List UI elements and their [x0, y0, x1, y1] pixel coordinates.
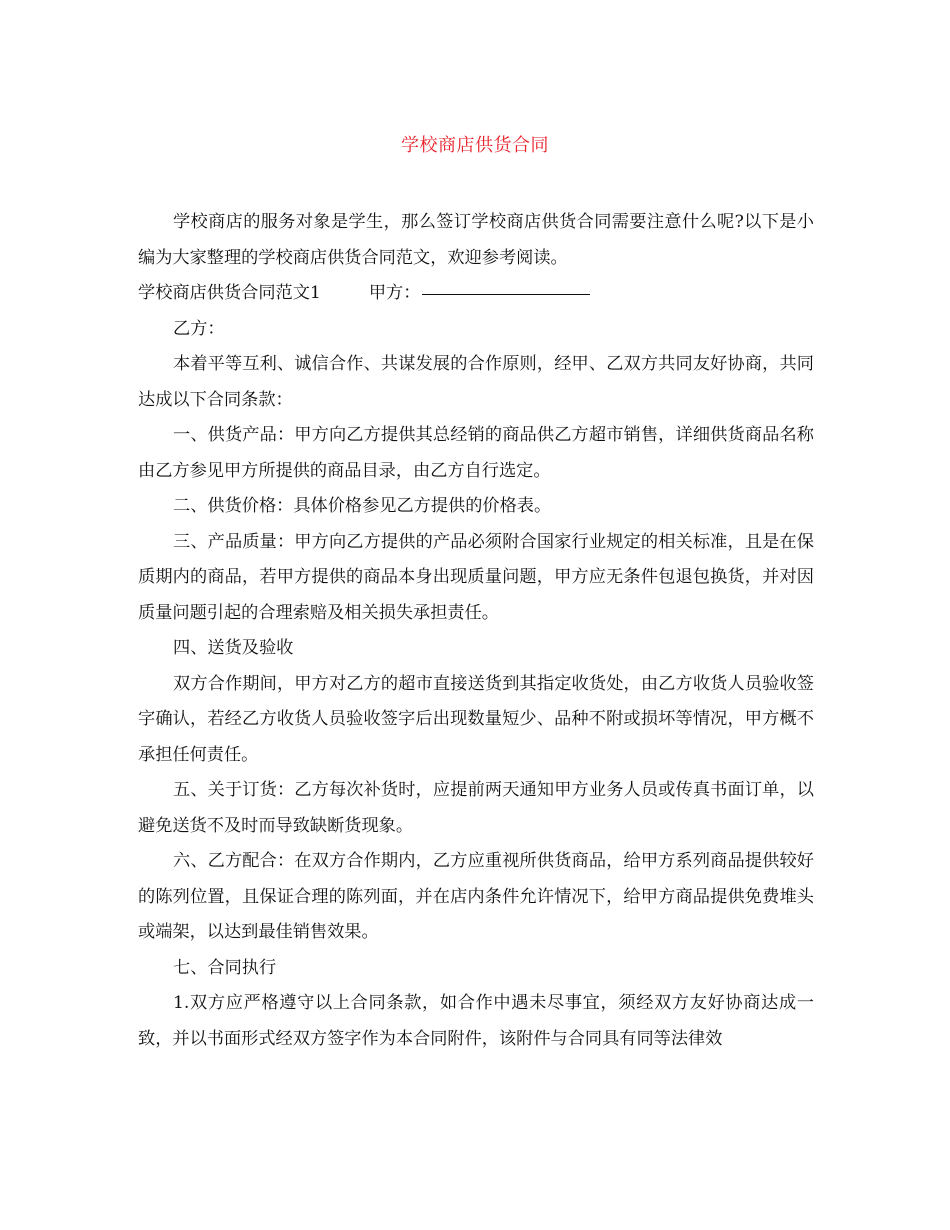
- clause-3: 三、产品质量：甲方向乙方提供的产品必须附合国家行业规定的相关标准，且是在保质期内的商品，若甲方提供的商品本身出现质量问题，甲方应无条件包退包换货，并对因质量问题引起的合理索赔及相关损失承担责任。: [138, 531, 814, 623]
- intro-paragraph: 学校商店的服务对象是学生，那么签订学校商店供货合同需要注意什么呢?以下是小编为大家整理的学校商店供货合同范文，欢迎参考阅读。: [138, 212, 814, 268]
- clause-7-item-1: 1.双方应严格遵守以上合同条款，如合作中遇未尽事宜，须经双方友好协商达成一致，并以书面形式经双方签字作为本合同附件，该附件与合同具有同等法律效: [138, 993, 814, 1049]
- document-title: 学校商店供货合同: [401, 135, 549, 156]
- clause-6: 六、乙方配合：在双方合作期内，乙方应重视所供货商品，给甲方系列商品提供较好的陈列位置，且保证合理的陈列面，并在店内条件允许情况下，给甲方商品提供免费堆头或端架，以达到最佳销售效果。: [138, 851, 814, 942]
- clause-7-heading: 七、合同执行: [173, 957, 277, 978]
- clause-4-body: 双方合作期间，甲方对乙方的超市直接送货到其指定收货处，由乙方收货人员验收签字确认，若经乙方收货人员验收签字后出现数量短少、品种不附或损坏等情况，甲方概不承担任何责任。: [138, 673, 814, 765]
- preamble-paragraph: 本着平等互利、诚信合作、共谋发展的合作原则，经甲、乙双方共同友好协商，共同达成以下合同条款：: [138, 354, 814, 410]
- document-body: [138, 205, 814, 1057]
- sample-heading: 学校商店供货合同范文1: [138, 283, 321, 303]
- clause-4-heading: 四、送货及验收: [173, 638, 294, 658]
- sample-heading-row: [138, 276, 814, 312]
- party-a-label: 甲方：: [368, 283, 421, 303]
- clause-5: 五、关于订货：乙方每次补货时，应提前两天通知甲方业务人员或传真书面订单，以避免送货不及时而导致缺断货现象。: [138, 780, 814, 836]
- party-b-label: 乙方：: [173, 318, 225, 339]
- clause-2: 二、供货价格：具体价格参见乙方提供的价格表。: [173, 496, 552, 516]
- party-a-blank-line: [422, 277, 590, 295]
- clause-1: 一、供货产品：甲方向乙方提供其总经销的商品供乙方超市销售，详细供货商品名称由乙方参见甲方所提供的商品目录，由乙方自行选定。: [138, 425, 814, 481]
